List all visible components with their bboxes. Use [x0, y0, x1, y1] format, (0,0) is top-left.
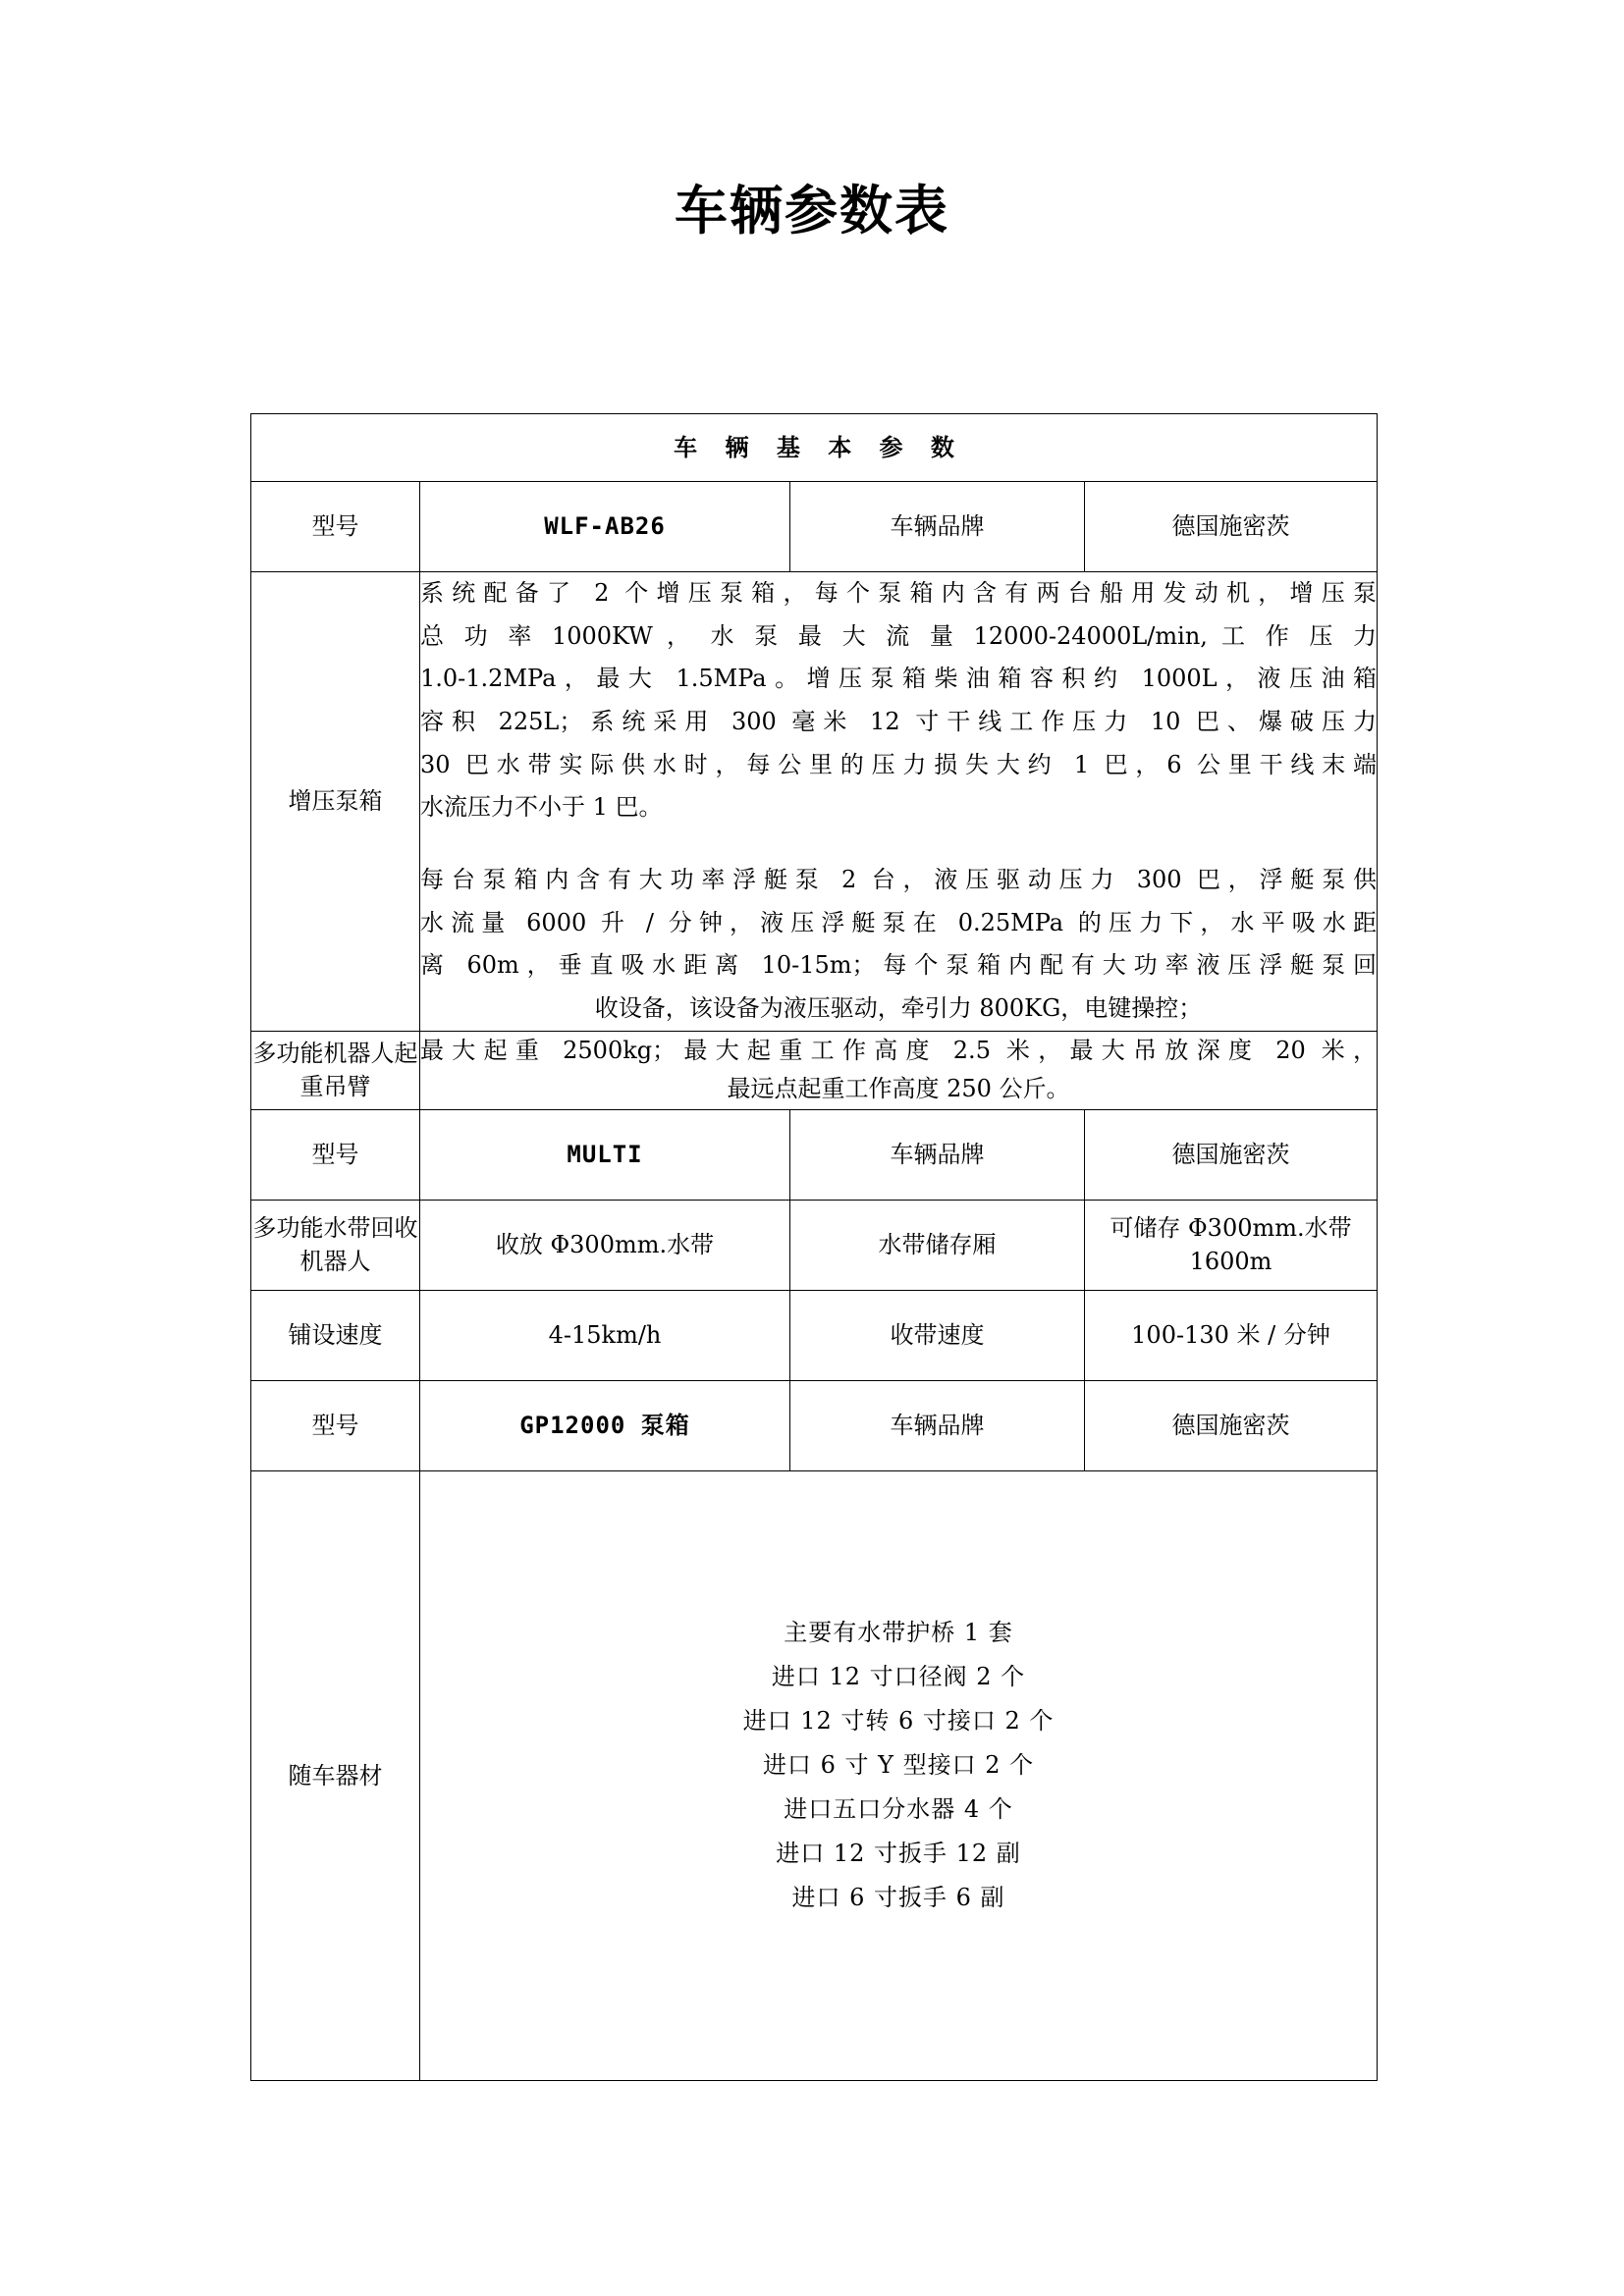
hose-robot-label [251, 1200, 420, 1290]
table-row-booster-pump [251, 572, 1378, 1032]
vehicle-parameters-table-wrapper [250, 413, 1377, 2081]
model-3-label: 型号 [251, 1380, 420, 1470]
model-2-brand-value: 德国施密茨 [1085, 1109, 1378, 1200]
robot-crane-label-line-2: 重吊臂 [299, 1073, 371, 1101]
robot-crane-label-line-1: 多功能机器人起 [252, 1039, 418, 1067]
list-item: 进口 12 寸扳手 12 副 [776, 1840, 1021, 1868]
model-1-value: WLF-AB26 [420, 482, 790, 572]
robot-crane-value [420, 1031, 1378, 1109]
booster-pump-p2-line3: 离 60m，垂直吸水距离 10-15m；每个泵箱内配有大功率液压浮艇泵回 [420, 951, 1378, 980]
hose-storage-value [1085, 1200, 1378, 1290]
vehicle-parameters-table [250, 413, 1378, 2081]
list-item: 进口 6 寸扳手 6 副 [791, 1884, 1005, 1912]
list-item: 进口 12 寸口径阀 2 个 [771, 1663, 1026, 1691]
hose-robot-label-line-2: 机器人 [299, 1248, 371, 1276]
retrieval-speed-label: 收带速度 [790, 1290, 1085, 1380]
booster-pump-p2-line1: 每台泵箱内含有大功率浮艇泵 2 台，液压驱动压力 300 巴，浮艇泵供 [420, 866, 1378, 894]
robot-crane-value-line-1: 最大起重 2500kg；最大起重工作高度 2.5 米，最大吊放深度 20 米， [420, 1036, 1378, 1064]
onboard-equipment-label: 随车器材 [251, 1470, 420, 2080]
table-row-onboard-equipment [251, 1470, 1378, 2080]
hose-storage-label: 水带储存厢 [790, 1200, 1085, 1290]
hose-storage-value-line-1: 可储存 Φ300mm.水带 [1110, 1213, 1352, 1242]
table-row-model-1 [251, 482, 1378, 572]
booster-pump-p1-line5: 30 巴水带实际供水时，每公里的压力损失大约 1 巴，6 公里干线末端 [420, 750, 1378, 778]
list-item: 主要有水带护桥 1 套 [784, 1619, 1013, 1647]
list-item: 进口 12 寸转 6 寸接口 2 个 [742, 1707, 1055, 1735]
booster-pump-description [420, 572, 1378, 1032]
table-row-robot-crane [251, 1031, 1378, 1109]
table-row-header [251, 414, 1378, 482]
list-item: 进口 6 寸 Y 型接口 2 个 [762, 1751, 1035, 1780]
table-row-hose-robot [251, 1200, 1378, 1290]
laying-speed-label: 铺设速度 [251, 1290, 420, 1380]
paragraph-spacer [420, 829, 1377, 859]
booster-pump-p1-line6: 水流压力不小于 1 巴。 [420, 793, 663, 822]
model-3-brand-label: 车辆品牌 [790, 1380, 1085, 1470]
booster-pump-p1-line4: 容积 225L；系统采用 300 毫米 12 寸干线工作压力 10 巴、爆破压力 [420, 708, 1378, 736]
list-item: 进口五口分水器 4 个 [784, 1795, 1013, 1824]
booster-pump-p1-line3: 1.0-1.2MPa，最大 1.5MPa。增压泵箱柴油箱容积约 1000L，液压油箱 [420, 665, 1378, 693]
table-row-laying-speed [251, 1290, 1378, 1380]
hose-robot-value: 收放 Φ300mm.水带 [420, 1200, 790, 1290]
table-row-model-3 [251, 1380, 1378, 1470]
hose-robot-label-line-1: 多功能水带回收 [252, 1213, 418, 1242]
robot-crane-label [251, 1031, 420, 1109]
model-1-brand-label: 车辆品牌 [790, 482, 1085, 572]
booster-pump-p1-line1: 系统配备了 2 个增压泵箱，每个泵箱内含有两台船用发动机，增压泵 [420, 579, 1378, 607]
onboard-equipment-list [420, 1470, 1378, 2080]
robot-crane-value-line-2: 最远点起重工作高度 250 公斤。 [727, 1075, 1070, 1103]
laying-speed-value: 4-15km/h [420, 1290, 790, 1380]
model-1-brand-value: 德国施密茨 [1085, 482, 1378, 572]
booster-pump-p1-line2: 总 功 率 1000KW ， 水 泵 最 大 流 量 12000-24000L/min, 工 作 压 力 [420, 621, 1378, 650]
model-2-value: MULTI [420, 1109, 790, 1200]
booster-pump-label: 增压泵箱 [251, 572, 420, 1032]
hose-storage-value-line-2: 1600m [1189, 1248, 1272, 1276]
booster-pump-p2-line4: 收设备，该设备为液压驱动，牵引力 800KG，电键操控； [594, 994, 1203, 1023]
model-2-brand-label: 车辆品牌 [790, 1109, 1085, 1200]
table-header-title: 车 辆 基 本 参 数 [251, 414, 1378, 482]
retrieval-speed-value: 100-130 米 / 分钟 [1085, 1290, 1378, 1380]
table-row-model-2 [251, 1109, 1378, 1200]
booster-pump-p2-line2: 水流量 6000 升 / 分钟，液压浮艇泵在 0.25MPa 的压力下，水平吸水距 [420, 908, 1378, 936]
model-2-label: 型号 [251, 1109, 420, 1200]
page-title: 车辆参数表 [675, 179, 949, 241]
model-3-value: GP12000 泵箱 [420, 1380, 790, 1470]
model-3-brand-value: 德国施密茨 [1085, 1380, 1378, 1470]
model-1-label: 型号 [251, 482, 420, 572]
